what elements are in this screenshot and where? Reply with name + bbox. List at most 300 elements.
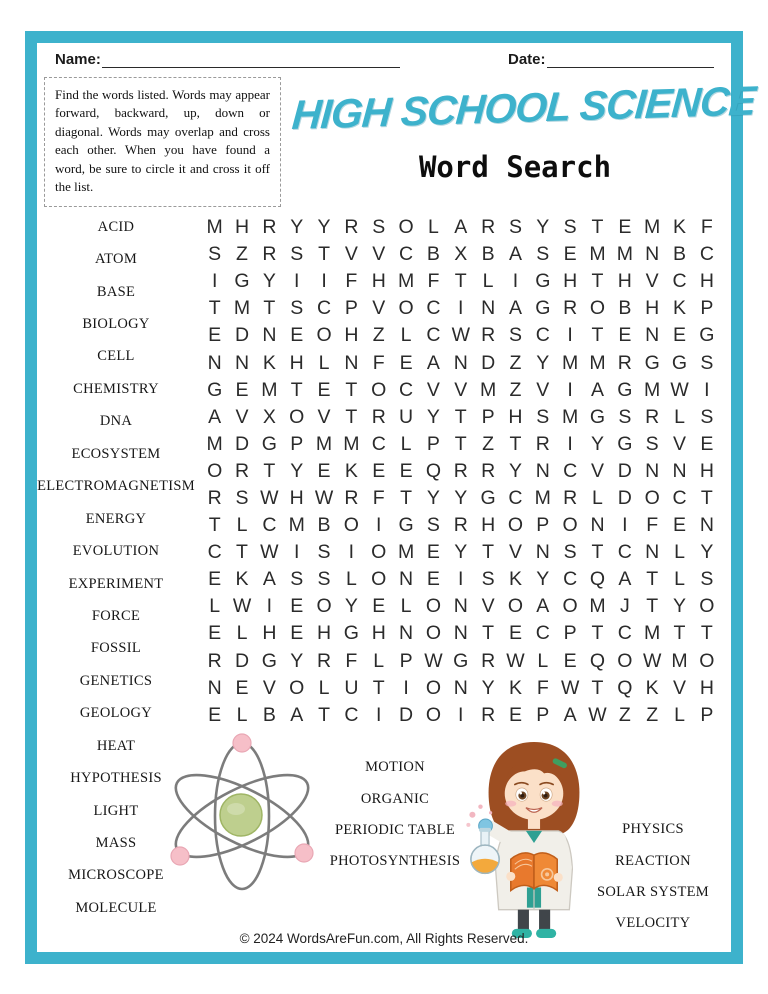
grid-cell[interactable]: Z	[236, 243, 248, 266]
grid-cell[interactable]: V	[481, 595, 495, 618]
grid-cell[interactable]: P	[344, 297, 358, 320]
grid-cell[interactable]: F	[536, 676, 549, 699]
grid-cell[interactable]: G	[480, 486, 496, 509]
grid-cell[interactable]: S	[235, 486, 249, 509]
grid-cell[interactable]: I	[567, 432, 573, 455]
grid-cell[interactable]: R	[371, 405, 386, 428]
grid-cell[interactable]: T	[591, 622, 604, 645]
grid-cell[interactable]: N	[453, 622, 468, 645]
grid-cell[interactable]: T	[263, 297, 276, 320]
grid-cell[interactable]: I	[567, 324, 573, 347]
grid-cell[interactable]: E	[208, 324, 222, 347]
grid-cell[interactable]: O	[207, 459, 223, 482]
grid-cell[interactable]: E	[399, 351, 413, 374]
word-list-item[interactable]: REACTION	[615, 852, 691, 869]
grid-cell[interactable]: M	[288, 514, 305, 537]
date-field[interactable]	[508, 49, 714, 68]
grid-cell[interactable]: S	[508, 216, 522, 239]
grid-cell[interactable]: G	[535, 297, 551, 320]
word-list-item[interactable]: MOLECULE	[75, 899, 157, 916]
grid-cell[interactable]: W	[642, 649, 662, 672]
grid-cell[interactable]: Y	[700, 541, 714, 564]
grid-cell[interactable]: D	[481, 351, 496, 374]
grid-cell[interactable]: H	[371, 622, 386, 645]
grid-cell[interactable]: I	[622, 514, 628, 537]
grid-cell[interactable]: H	[699, 270, 714, 293]
grid-cell[interactable]: Y	[290, 649, 304, 672]
grid-cell[interactable]: M	[562, 351, 579, 374]
grid-cell[interactable]: I	[321, 270, 327, 293]
grid-cell[interactable]: R	[481, 324, 496, 347]
grid-cell[interactable]: N	[699, 514, 714, 537]
grid-cell[interactable]: W	[424, 649, 443, 672]
grid-cell[interactable]: N	[645, 459, 660, 482]
grid-cell[interactable]: I	[376, 703, 382, 726]
word-list-item[interactable]: ECOSYSTEM	[71, 445, 161, 462]
grid-cell[interactable]: E	[700, 432, 714, 455]
grid-cell[interactable]: R	[645, 405, 660, 428]
grid-cell[interactable]: U	[399, 405, 414, 428]
grid-cell[interactable]: E	[673, 324, 687, 347]
grid-cell[interactable]: M	[343, 432, 360, 455]
grid-cell[interactable]: S	[563, 541, 577, 564]
grid-cell[interactable]: T	[700, 622, 713, 645]
grid-cell[interactable]: A	[508, 243, 522, 266]
grid-cell[interactable]: R	[481, 703, 496, 726]
grid-cell[interactable]: T	[591, 216, 604, 239]
grid-cell[interactable]: T	[208, 514, 221, 537]
grid-cell[interactable]: L	[674, 405, 685, 428]
grid-cell[interactable]: E	[208, 703, 222, 726]
grid-cell[interactable]: O	[289, 405, 305, 428]
grid-cell[interactable]: L	[674, 568, 685, 591]
grid-cell[interactable]: T	[290, 378, 303, 401]
grid-cell[interactable]: C	[317, 297, 332, 320]
grid-cell[interactable]: E	[208, 568, 222, 591]
grid-cell[interactable]: H	[699, 676, 714, 699]
grid-cell[interactable]: H	[289, 351, 304, 374]
grid-cell[interactable]: S	[508, 324, 522, 347]
grid-cell[interactable]: M	[397, 541, 415, 564]
grid-cell[interactable]: T	[263, 459, 276, 482]
grid-cell[interactable]: P	[536, 703, 550, 726]
grid-cell[interactable]: P	[426, 432, 440, 455]
grid-cell[interactable]: M	[589, 243, 606, 266]
grid-cell[interactable]: S	[536, 405, 550, 428]
grid-cell[interactable]: N	[234, 351, 250, 374]
grid-cell[interactable]: S	[317, 541, 331, 564]
grid-cell[interactable]: R	[262, 243, 277, 266]
grid-cell[interactable]: D	[617, 486, 632, 509]
grid-cell[interactable]: F	[372, 351, 385, 374]
grid-cell[interactable]: N	[645, 324, 660, 347]
word-list-item[interactable]: ACID	[97, 218, 135, 235]
grid-cell[interactable]: K	[508, 568, 522, 591]
grid-cell[interactable]: L	[236, 622, 248, 645]
grid-cell[interactable]: B	[673, 243, 687, 266]
grid-cell[interactable]: T	[673, 622, 686, 645]
grid-cell[interactable]: U	[344, 676, 359, 699]
grid-cell[interactable]: R	[234, 459, 250, 482]
grid-cell[interactable]: E	[618, 324, 632, 347]
grid-cell[interactable]: S	[372, 216, 386, 239]
grid-cell[interactable]: N	[535, 541, 550, 564]
grid-cell[interactable]: M	[397, 270, 415, 293]
grid-cell[interactable]: I	[458, 703, 464, 726]
grid-cell[interactable]: S	[700, 568, 714, 591]
grid-cell[interactable]: A	[454, 216, 468, 239]
grid-cell[interactable]: F	[372, 486, 385, 509]
grid-cell[interactable]: S	[208, 243, 222, 266]
grid-cell[interactable]: V	[508, 541, 522, 564]
grid-cell[interactable]: R	[617, 351, 632, 374]
grid-cell[interactable]: N	[672, 459, 687, 482]
grid-cell[interactable]: L	[236, 514, 248, 537]
grid-cell[interactable]: H	[317, 622, 332, 645]
word-list-item[interactable]: PERIODIC TABLE	[335, 821, 455, 838]
grid-cell[interactable]: R	[563, 297, 578, 320]
grid-cell[interactable]: A	[536, 595, 550, 618]
grid-cell[interactable]: H	[645, 297, 660, 320]
grid-cell[interactable]: E	[317, 378, 331, 401]
word-list-item[interactable]: MOTION	[365, 759, 425, 776]
grid-cell[interactable]: O	[699, 595, 715, 618]
grid-cell[interactable]: M	[261, 378, 278, 401]
word-list-item[interactable]: GENETICS	[79, 672, 153, 689]
grid-cell[interactable]: C	[563, 459, 578, 482]
grid-cell[interactable]: F	[427, 270, 440, 293]
grid-cell[interactable]: E	[399, 459, 413, 482]
grid-cell[interactable]: V	[235, 405, 249, 428]
grid-cell[interactable]: N	[645, 243, 660, 266]
grid-cell[interactable]: N	[344, 351, 359, 374]
word-list-item[interactable]: MICROSCOPE	[68, 867, 164, 884]
grid-cell[interactable]: R	[207, 486, 222, 509]
grid-cell[interactable]: O	[371, 568, 387, 591]
grid-cell[interactable]: E	[426, 541, 440, 564]
grid-cell[interactable]: T	[236, 541, 248, 564]
grid-cell[interactable]: W	[588, 703, 607, 726]
grid-cell[interactable]: C	[262, 514, 277, 537]
grid-cell[interactable]: S	[645, 432, 659, 455]
grid-cell[interactable]: T	[345, 378, 358, 401]
grid-cell[interactable]: W	[451, 324, 470, 347]
grid-cell[interactable]: L	[209, 595, 221, 618]
grid-cell[interactable]: G	[644, 351, 660, 374]
grid-cell[interactable]: C	[371, 432, 386, 455]
grid-cell[interactable]: I	[211, 270, 218, 293]
grid-cell[interactable]: R	[563, 486, 578, 509]
grid-cell[interactable]: R	[481, 459, 496, 482]
grid-cell[interactable]: W	[314, 486, 334, 509]
word-list-item[interactable]: GEOLOGY	[79, 705, 153, 722]
grid-cell[interactable]: Q	[425, 459, 441, 482]
word-list-item[interactable]: BIOLOGY	[82, 316, 150, 333]
grid-cell[interactable]: C	[672, 270, 687, 293]
grid-cell[interactable]: L	[400, 432, 412, 455]
grid-cell[interactable]: M	[315, 432, 333, 455]
grid-cell[interactable]: V	[536, 378, 550, 401]
grid-cell[interactable]: S	[317, 568, 331, 591]
grid-cell[interactable]: K	[673, 216, 687, 239]
grid-cell[interactable]: H	[508, 405, 523, 428]
grid-cell[interactable]: M	[206, 432, 223, 455]
grid-cell[interactable]: I	[348, 541, 355, 564]
grid-cell[interactable]: D	[617, 459, 632, 482]
grid-cell[interactable]: P	[563, 622, 577, 645]
grid-cell[interactable]: M	[233, 297, 251, 320]
grid-cell[interactable]: H	[371, 270, 386, 293]
grid-cell[interactable]: T	[509, 432, 522, 455]
grid-cell[interactable]: O	[562, 595, 578, 618]
grid-cell[interactable]: N	[399, 568, 414, 591]
grid-cell[interactable]: A	[208, 405, 222, 428]
grid-cell[interactable]: B	[262, 703, 276, 726]
grid-cell[interactable]: R	[262, 216, 277, 239]
grid-cell[interactable]: C	[344, 703, 359, 726]
grid-cell[interactable]: E	[426, 568, 440, 591]
grid-cell[interactable]: L	[537, 649, 549, 672]
grid-cell[interactable]: O	[589, 297, 606, 320]
grid-cell[interactable]: V	[372, 297, 386, 320]
grid-cell[interactable]: G	[261, 649, 277, 672]
grid-cell[interactable]: E	[235, 676, 249, 699]
grid-cell[interactable]: M	[671, 649, 688, 672]
grid-cell[interactable]: G	[207, 378, 223, 401]
grid-cell[interactable]: O	[425, 703, 441, 726]
grid-cell[interactable]: N	[453, 676, 468, 699]
grid-cell[interactable]: T	[372, 676, 385, 699]
grid-cell[interactable]: T	[318, 243, 330, 266]
grid-cell[interactable]: O	[699, 649, 715, 672]
grid-cell[interactable]: O	[507, 514, 524, 537]
word-list-item[interactable]: PHOTOSYNTHESIS	[329, 853, 461, 870]
grid-cell[interactable]: L	[592, 486, 603, 509]
grid-cell[interactable]: S	[426, 514, 440, 537]
grid-cell[interactable]: P	[290, 432, 304, 455]
grid-cell[interactable]: E	[290, 622, 304, 645]
grid-cell[interactable]: T	[700, 486, 713, 509]
grid-cell[interactable]: P	[399, 649, 413, 672]
grid-cell[interactable]: T	[400, 486, 413, 509]
grid-cell[interactable]: T	[591, 324, 604, 347]
grid-cell[interactable]: C	[399, 378, 414, 401]
grid-cell[interactable]: K	[508, 676, 522, 699]
name-field[interactable]	[55, 49, 400, 68]
word-list-item[interactable]: BASE	[96, 283, 136, 300]
grid-cell[interactable]: J	[619, 595, 630, 618]
grid-cell[interactable]: I	[458, 568, 464, 591]
grid-cell[interactable]: M	[644, 216, 661, 239]
word-list-item[interactable]: HEAT	[96, 737, 136, 754]
grid-cell[interactable]: E	[508, 622, 522, 645]
grid-cell[interactable]: V	[372, 243, 386, 266]
grid-cell[interactable]: O	[289, 676, 305, 699]
grid-cell[interactable]: L	[674, 541, 685, 564]
grid-cell[interactable]: V	[590, 459, 604, 482]
grid-cell[interactable]: Z	[509, 351, 522, 374]
grid-cell[interactable]: G	[343, 622, 359, 645]
word-list-item[interactable]: PHYSICS	[622, 821, 684, 838]
grid-cell[interactable]: T	[591, 676, 604, 699]
grid-cell[interactable]: L	[318, 676, 330, 699]
word-list-item[interactable]: FOSSIL	[90, 640, 142, 657]
grid-cell[interactable]: E	[317, 459, 331, 482]
grid-cell[interactable]: G	[617, 432, 633, 455]
grid-cell[interactable]: W	[260, 486, 279, 509]
grid-cell[interactable]: B	[481, 243, 495, 266]
grid-cell[interactable]: C	[207, 541, 222, 564]
grid-cell[interactable]: P	[700, 703, 714, 726]
grid-cell[interactable]: N	[207, 676, 222, 699]
grid-cell[interactable]: T	[482, 541, 495, 564]
word-list-item[interactable]: ATOM	[94, 251, 138, 268]
grid-cell[interactable]: O	[371, 378, 387, 401]
grid-cell[interactable]: C	[508, 486, 523, 509]
grid-cell[interactable]: C	[535, 622, 550, 645]
grid-cell[interactable]: E	[290, 324, 304, 347]
grid-cell[interactable]: S	[290, 297, 304, 320]
grid-cell[interactable]: O	[425, 622, 441, 645]
grid-cell[interactable]: S	[618, 405, 632, 428]
grid-cell[interactable]: Q	[617, 676, 633, 699]
grid-cell[interactable]: O	[425, 676, 441, 699]
grid-cell[interactable]: Y	[262, 270, 276, 293]
grid-cell[interactable]: H	[617, 270, 632, 293]
grid-cell[interactable]: C	[426, 297, 441, 320]
grid-cell[interactable]: Z	[372, 324, 385, 347]
grid-cell[interactable]: B	[317, 514, 331, 537]
grid-cell[interactable]: I	[376, 514, 382, 537]
grid-cell[interactable]: A	[618, 568, 632, 591]
grid-cell[interactable]: A	[563, 703, 577, 726]
grid-cell[interactable]: I	[704, 378, 710, 401]
grid-cell[interactable]: T	[646, 568, 659, 591]
grid-cell[interactable]: S	[481, 568, 495, 591]
grid-cell[interactable]: T	[591, 541, 604, 564]
word-list-item[interactable]: CHEMISTRY	[73, 380, 159, 397]
grid-cell[interactable]: Y	[536, 216, 550, 239]
grid-cell[interactable]: S	[536, 243, 550, 266]
grid-cell[interactable]: O	[644, 486, 660, 509]
grid-cell[interactable]: M	[534, 486, 551, 509]
grid-cell[interactable]: R	[207, 649, 222, 672]
grid-cell[interactable]: K	[235, 568, 249, 591]
grid-cell[interactable]: G	[234, 270, 250, 293]
grid-cell[interactable]: T	[482, 622, 495, 645]
grid-cell[interactable]: K	[645, 676, 659, 699]
grid-cell[interactable]: E	[618, 216, 632, 239]
grid-cell[interactable]: A	[508, 297, 522, 320]
grid-cell[interactable]: F	[700, 216, 713, 239]
grid-cell[interactable]: G	[453, 649, 469, 672]
grid-cell[interactable]: V	[673, 432, 687, 455]
grid-cell[interactable]: V	[426, 378, 440, 401]
grid-cell[interactable]: H	[262, 622, 277, 645]
grid-cell[interactable]: M	[562, 405, 579, 428]
grid-cell[interactable]: Z	[509, 378, 522, 401]
grid-cell[interactable]: L	[674, 703, 685, 726]
grid-cell[interactable]: L	[482, 270, 494, 293]
grid-cell[interactable]: B	[618, 297, 632, 320]
grid-cell[interactable]: T	[591, 270, 604, 293]
grid-cell[interactable]: N	[481, 297, 496, 320]
grid-cell[interactable]: S	[290, 243, 304, 266]
grid-cell[interactable]: R	[344, 216, 359, 239]
grid-cell[interactable]: X	[454, 243, 468, 266]
grid-cell[interactable]: Y	[426, 486, 440, 509]
date-blank-line[interactable]	[547, 49, 714, 68]
grid-cell[interactable]: E	[372, 595, 386, 618]
grid-cell[interactable]: Z	[482, 432, 495, 455]
grid-cell[interactable]: V	[262, 676, 276, 699]
word-list-item[interactable]: DNA	[99, 413, 133, 430]
grid-cell[interactable]: M	[479, 378, 497, 401]
grid-cell[interactable]: M	[589, 595, 606, 618]
grid-cell[interactable]: H	[234, 216, 250, 239]
grid-cell[interactable]: O	[398, 216, 414, 239]
grid-cell[interactable]: T	[454, 270, 467, 293]
grid-cell[interactable]: O	[562, 514, 578, 537]
grid-cell[interactable]: Z	[646, 703, 659, 726]
grid-cell[interactable]: O	[398, 297, 414, 320]
grid-cell[interactable]: L	[345, 568, 357, 591]
grid-cell[interactable]: R	[481, 216, 496, 239]
grid-cell[interactable]: A	[590, 378, 604, 401]
grid-cell[interactable]: Y	[590, 432, 604, 455]
grid-cell[interactable]: N	[645, 541, 660, 564]
grid-cell[interactable]: H	[563, 270, 578, 293]
grid-cell[interactable]: S	[700, 405, 714, 428]
grid-cell[interactable]: D	[234, 324, 250, 347]
grid-cell[interactable]: Y	[454, 541, 468, 564]
grid-cell[interactable]: D	[234, 432, 250, 455]
grid-cell[interactable]: K	[344, 459, 358, 482]
grid-cell[interactable]: S	[700, 351, 714, 374]
grid-cell[interactable]: L	[373, 649, 385, 672]
word-list-item[interactable]: ORGANIC	[360, 790, 430, 807]
grid-cell[interactable]: W	[506, 649, 525, 672]
grid-cell[interactable]: C	[399, 243, 414, 266]
word-list-item[interactable]: MASS	[95, 835, 137, 852]
grid-cell[interactable]: C	[563, 568, 578, 591]
grid-cell[interactable]: P	[536, 514, 550, 537]
grid-cell[interactable]: R	[344, 486, 359, 509]
grid-cell[interactable]: E	[208, 622, 222, 645]
grid-cell[interactable]: Y	[426, 405, 440, 428]
grid-cell[interactable]: C	[426, 324, 441, 347]
grid-cell[interactable]: O	[617, 649, 633, 672]
grid-cell[interactable]: G	[699, 324, 715, 347]
grid-cell[interactable]: W	[260, 541, 279, 564]
grid-cell[interactable]: R	[453, 514, 468, 537]
grid-cell[interactable]: Z	[618, 703, 631, 726]
grid-cell[interactable]: C	[699, 243, 714, 266]
grid-cell[interactable]: I	[512, 270, 519, 293]
grid-cell[interactable]: X	[262, 405, 276, 428]
grid-cell[interactable]: O	[316, 595, 332, 618]
grid-cell[interactable]: G	[398, 514, 414, 537]
grid-cell[interactable]: W	[560, 676, 580, 699]
name-blank-line[interactable]	[102, 49, 400, 68]
grid-cell[interactable]: I	[567, 378, 573, 401]
grid-cell[interactable]: Y	[536, 351, 550, 374]
grid-cell[interactable]: W	[232, 595, 252, 618]
grid-cell[interactable]: A	[426, 351, 440, 374]
grid-cell[interactable]: Q	[589, 568, 606, 591]
grid-cell[interactable]: I	[458, 297, 464, 320]
grid-cell[interactable]: E	[563, 649, 577, 672]
